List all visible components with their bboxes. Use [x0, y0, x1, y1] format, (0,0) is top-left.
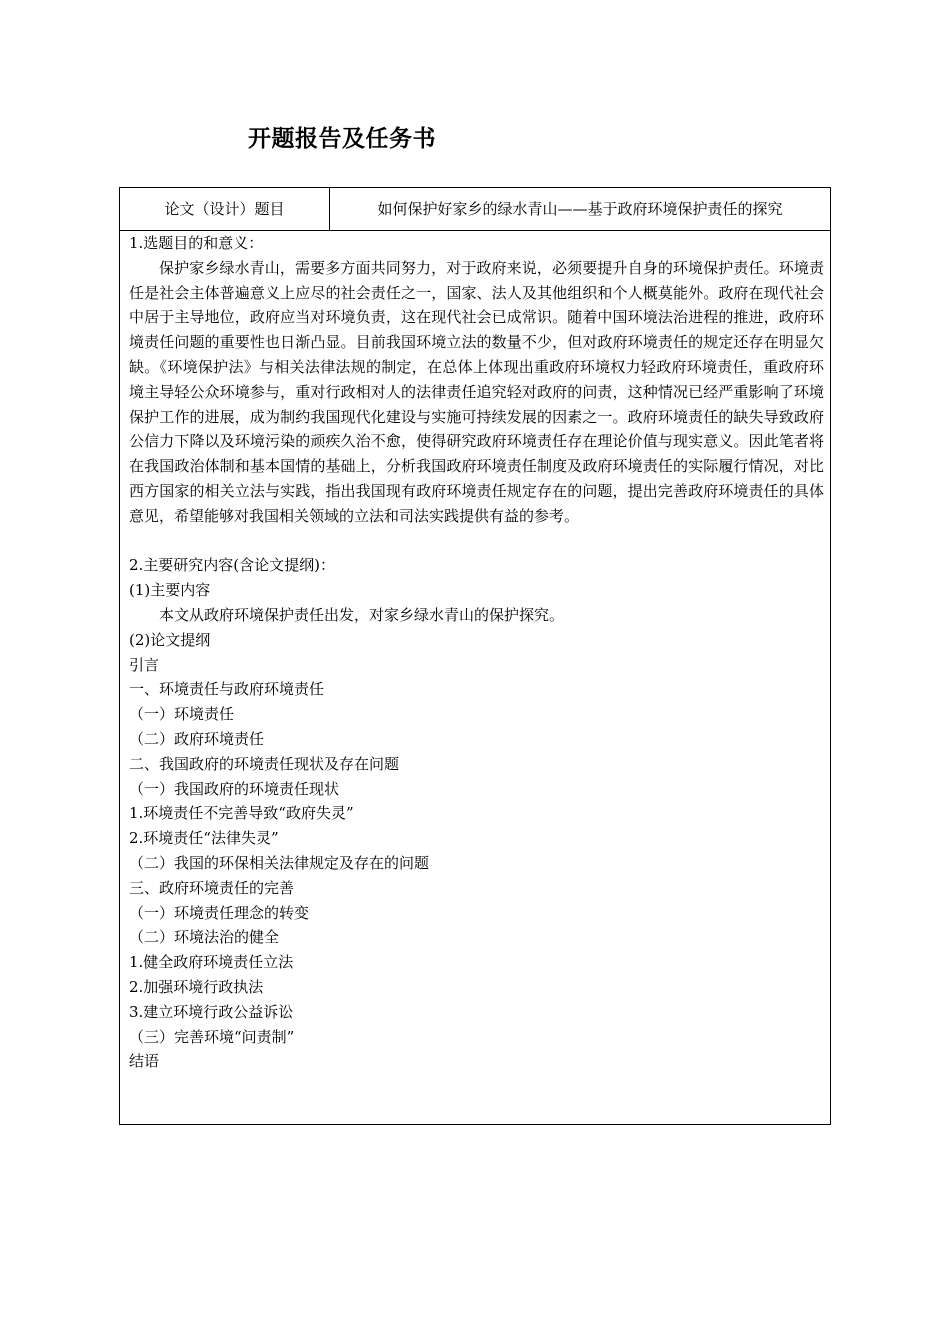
main-content-heading: (1)主要内容 [129, 581, 211, 600]
document-title: 开题报告及任务书 [248, 126, 436, 152]
section2-heading: 2.主要研究内容(含论文提纲)： [129, 556, 336, 575]
outline-item: 1.健全政府环境责任立法 [129, 953, 294, 972]
section1-heading: 1.选题目的和意义： [129, 234, 264, 252]
outline-item: 三、政府环境责任的完善 [129, 878, 295, 897]
content-cell [129, 231, 824, 1074]
topic-value: 如何保护好家乡的绿水青山——基于政府环境保护责任的探究 [377, 200, 783, 218]
outline-item: 二、我国政府的环境责任现状及存在问题 [129, 754, 400, 773]
topic-row [120, 188, 830, 231]
outline-item: （一）我国政府的环境责任现状 [129, 779, 340, 798]
proposal-table [119, 187, 831, 1125]
outline-item: （一）环境责任理念的转变 [129, 903, 310, 922]
outline-item: （二）环境法治的健全 [129, 928, 280, 947]
outline-item: （二）政府环境责任 [129, 729, 265, 748]
outline-item: 结语 [129, 1052, 160, 1071]
outline-item: （一）环境责任 [129, 705, 235, 724]
outline-item: （二）我国的环保相关法律规定及存在的问题 [129, 853, 430, 872]
spacer [129, 529, 824, 554]
outline-item: （三）完善环境“问责制” [129, 1027, 295, 1046]
outline-item: 引言 [129, 655, 160, 674]
outline-heading: (2)论文提纲 [129, 630, 211, 649]
outline-item: 1.环境责任不完善导致“政府失灵” [129, 804, 354, 823]
outline-item: 一、环境责任与政府环境责任 [129, 680, 325, 699]
main-content-text: 本文从政府环境保护责任出发，对家乡绿水青山的保护探究。 [159, 605, 565, 624]
section1-paragraph: 保护家乡绿水青山，需要多方面共同努力，对于政府来说，必须要提升自身的环境保护责任。环境责任是社会主体普遍意义上应尽的社会责任之一，国家、法人及其他组织和个人概莫能外。政府在现代社会中居于主导地位，政府应当对环境负责，这在现代社会已成常识。随着中国环境法治进程的推进，政府环境责任问题的重要性也日渐凸显。目前我国环境立法的数量不少，但对政府环境责任的规定还存在明显欠缺。《环境保护法》与相关法律法规的制定，在总体上体现出重政府环境权力轻政府环境责任，重政府环境主导轻公众环境参与，重对行政相对人的法律责任追究轻对政府的问责，这种情况已经严重影响了环境保护工作的进展，成为制约我国现代化建设与实施可持续发展的因素之一。政府环境责任的缺失导致政府公信力下降以及环境污染的顽疾久治不愈，使得研究政府环境责任存在理论价值与现实意义。因此笔者将在我国政治体制和基本国情的基础上，分析我国政府环境责任制度及政府环境责任的实际履行情况，对比西方国家的相关立法与实践，指出我国现有政府环境责任规定存在的问题，提出完善政府环境责任的具体意见，希望能够对我国相关领域的立法和司法实践提供有益的参考。 [129, 258, 824, 525]
topic-label: 论文（设计）题目 [120, 188, 330, 230]
outline-item: 3.建立环境行政公益诉讼 [129, 1002, 294, 1021]
outline-item: 2.环境责任“法律失灵” [129, 829, 279, 848]
outline-item: 2.加强环境行政执法 [129, 977, 264, 996]
